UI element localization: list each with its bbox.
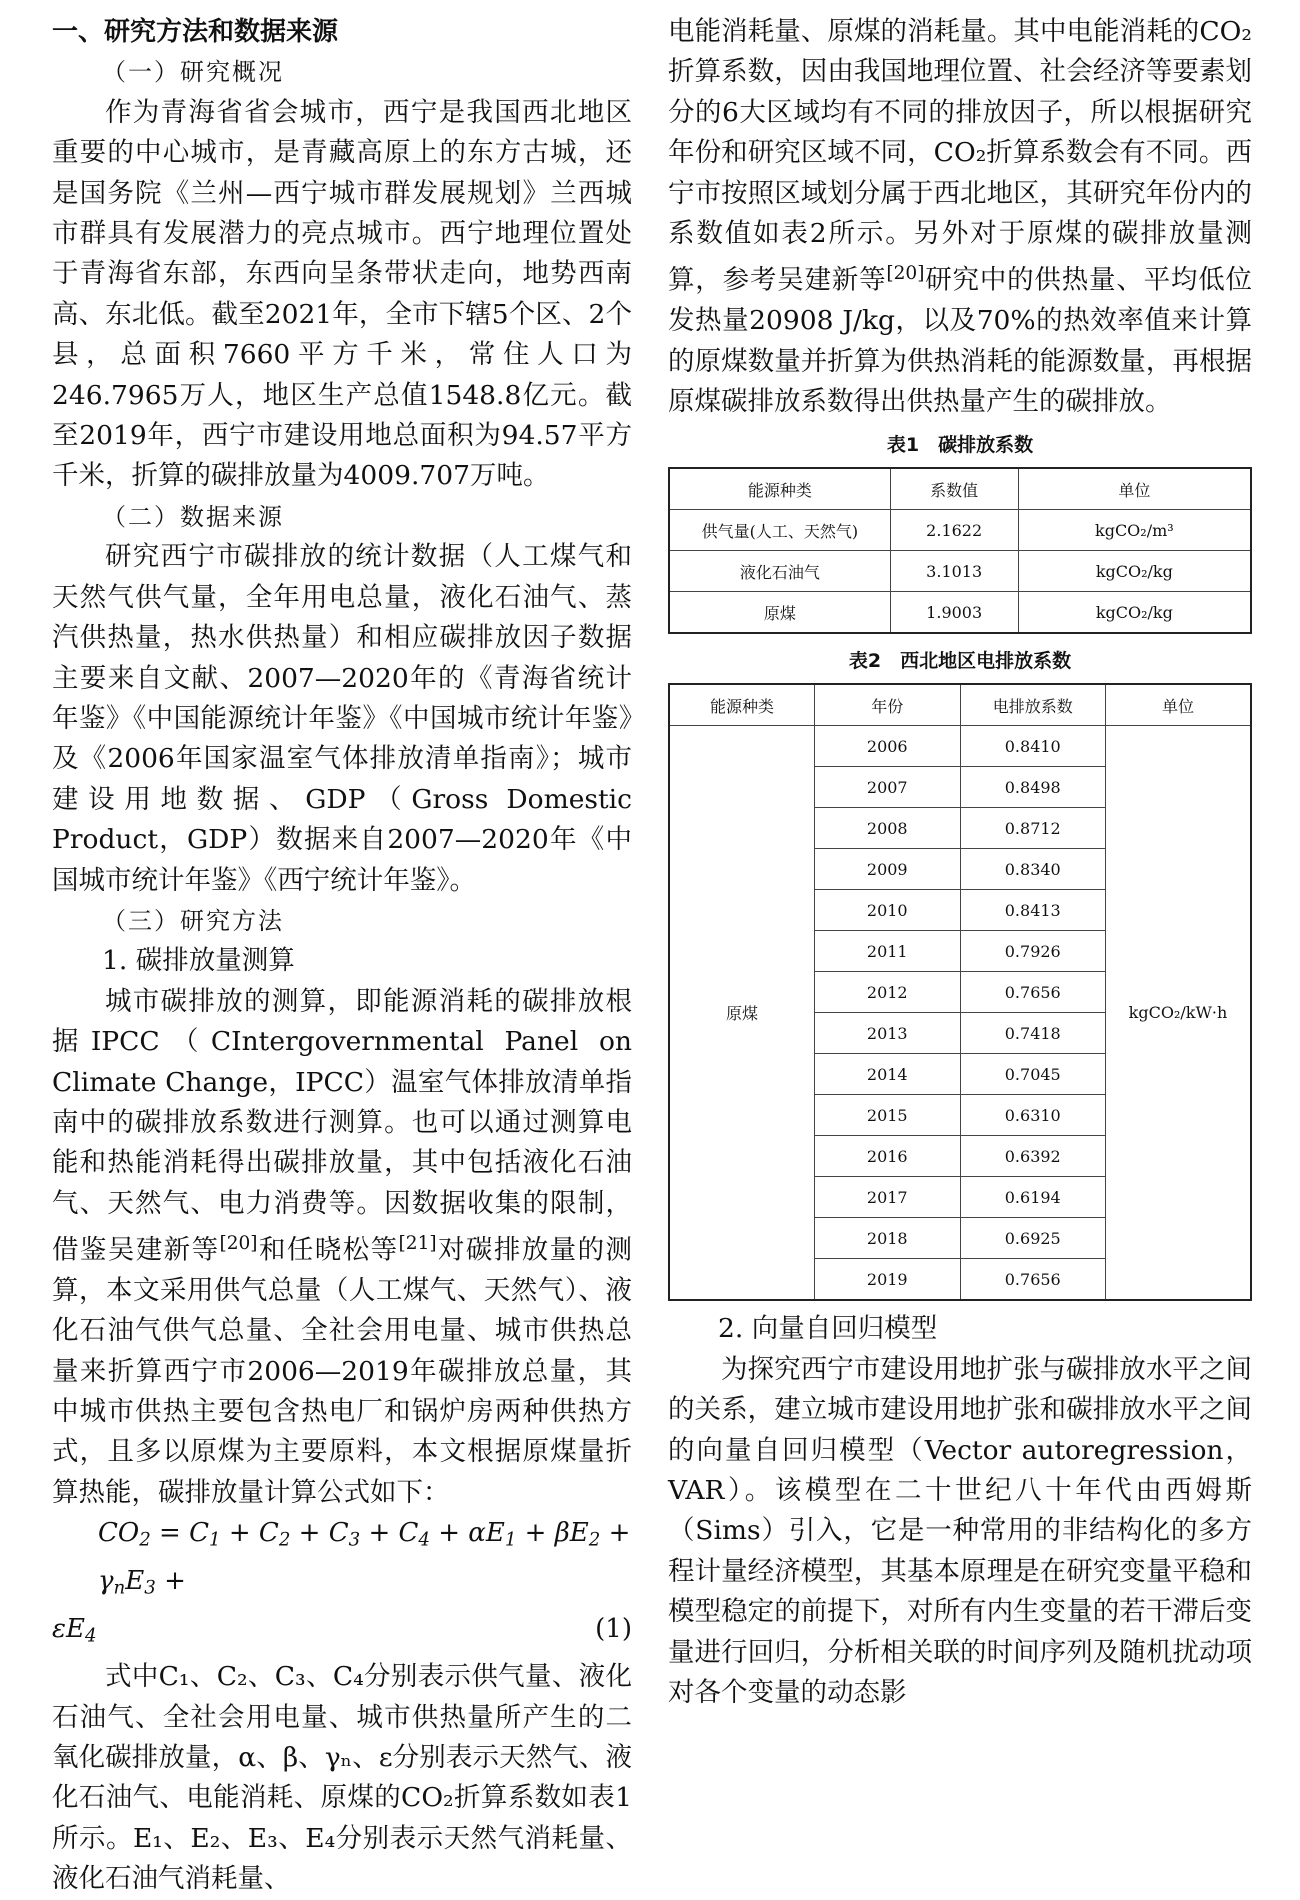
- table-cell: 1.9003: [890, 592, 1018, 634]
- carbon-calc-text-c: 对碳排放量的测算，本文采用供气总量（人工煤气、天然气）、液化石油气供气总量、全社会用电量、城市供热总量来折算西宁市2006—2019年碳排放总量，其中城市供热主要包含热电厂和锅炉房两种供热方式，且多以原煤为主要原料，本文根据原煤量折算热能，碳排放量计算公式如下：: [52, 1234, 633, 1508]
- table-cell: 3.1013: [890, 551, 1018, 592]
- table-cell: kgCO₂/kg: [1018, 551, 1251, 592]
- table2-header-row: [669, 684, 1251, 726]
- table-row: [669, 726, 1251, 767]
- unit-cell: kgCO₂/kW·h: [1106, 726, 1252, 1301]
- year-cell: 2018: [815, 1218, 961, 1259]
- table-cell: 供气量(人工、天然气): [669, 510, 890, 551]
- paragraph-carbon-calc: [52, 982, 632, 1514]
- coefficient-cell: 0.6310: [960, 1095, 1106, 1136]
- paragraph-overview: 作为青海省省会城市，西宁是我国西北地区重要的中心城市，是青藏高原上的东方古城，还是国务院《兰州—西宁城市群发展规划》兰西城市群具有发展潜力的亮点城市。西宁地理位置处于青海省东部，东西向呈条带状走向，地势西南高、东北低。截至2021年，全市下辖5个区、2个县，总面积7660平方千米，常住人口为246.7965万人，地区生产总值1548.8亿元。截至2019年，西宁市建设用地总面积为94.57平方千米，折算的碳排放量为4009.707万吨。: [52, 96, 632, 492]
- coefficients-text-b: 研究中的供热量、平均低位发热量20908 J/kg，以及70%的热效率值来计算的原煤数量并折算为供热消耗的能源数量，再根据原煤碳排放系数得出供热量产生的碳排放。: [668, 264, 1253, 417]
- carbon-calc-text-a: 城市碳排放的测算，即能源消耗的碳排放根据IPCC（CIntergovernmental Panel on Climate Change，IPCC）温室气体排放清单指南中的碳排放系数进行测算。也可以通过测算电能和热能消耗得出碳排放量，其中包括液化石油气、天然气、电力消费等。因数据收集的限制，借鉴吴建新等: [52, 985, 632, 1266]
- subsection-method: （三）研究方法: [102, 906, 284, 935]
- citation-20[interactable]: [20]: [219, 1233, 258, 1255]
- table-cell: 原煤: [669, 592, 890, 634]
- table-row: [669, 592, 1251, 634]
- coefficient-cell: 0.7926: [960, 931, 1106, 972]
- coefficient-cell: 0.6392: [960, 1136, 1106, 1177]
- year-cell: 2006: [815, 726, 961, 767]
- coefficient-cell: 0.7418: [960, 1013, 1106, 1054]
- coefficient-cell: 0.8498: [960, 767, 1106, 808]
- paragraph-coefficients: [668, 12, 1252, 422]
- paragraph-data-source: 研究西宁市碳排放的统计数据（人工煤气和天然气供气量，全年用电总量，液化石油气、蒸汽供热量，热水供热量）和相应碳排放因子数据主要来自文献、2007—2020年的《青海省统计年鉴》《中国能源统计年鉴》《中国城市统计年鉴》及《2006年国家温室气体排放清单指南》；城市建设用地数据、GDP（Gross Domestic Product，GDP）数据来自2007—2020年《中国城市统计年鉴》《西宁统计年鉴》。: [52, 541, 632, 896]
- year-cell: 2009: [815, 849, 961, 890]
- table2-header: 单位: [1106, 684, 1252, 726]
- year-cell: 2015: [815, 1095, 961, 1136]
- section-title: 一、研究方法和数据来源: [52, 17, 339, 47]
- year-cell: 2014: [815, 1054, 961, 1095]
- coefficient-cell: 0.8413: [960, 890, 1106, 931]
- year-cell: 2008: [815, 808, 961, 849]
- table2-header: 电排放系数: [960, 684, 1106, 726]
- year-cell: 2011: [815, 931, 961, 972]
- citation-21[interactable]: [21]: [398, 1233, 437, 1255]
- paragraph-var-model: 为探究西宁市建设用地扩张与碳排放水平之间的关系，建立城市建设用地扩张和碳排放水平之间的向量自回归模型（Vector autoregression，VAR）。该模型在二十世纪八十年代由西姆斯（Sims）引入，它是一种常用的非结构化的多方程计量经济模型，其基本原理是在研究变量平稳和模型稳定的前提下，对所有内生变量的若干滞后变量进行回归，分析相关联的时间序列及随机扰动项对各个变量的动态影: [668, 1353, 1252, 1708]
- table-carbon-coefficients: [668, 467, 1252, 634]
- subsection-data-source: （二）数据来源: [102, 502, 284, 531]
- year-cell: 2019: [815, 1259, 961, 1301]
- paragraph-formula-explanation: 式中C₁、C₂、C₃、C₄分别表示供气量、液化石油气、全社会用电量、城市供热量所产生的二氧化碳排放量，α、β、γₙ、ε分别表示天然气、液化石油气、电能消耗、原煤的CO₂折算系数如表1所示。E₁、E₂、E₃、E₄分别表示天然气消耗量、液化石油气消耗量、: [52, 1661, 632, 1895]
- table2-caption: 表2 西北地区电排放系数: [848, 650, 1072, 673]
- coefficient-cell: 0.8712: [960, 808, 1106, 849]
- coefficient-cell: 0.7045: [960, 1054, 1106, 1095]
- table-row: [669, 551, 1251, 592]
- table-cell: kgCO₂/m³: [1018, 510, 1251, 551]
- year-cell: 2013: [815, 1013, 961, 1054]
- table2-header: 年份: [815, 684, 961, 726]
- table1-header: 单位: [1018, 468, 1251, 510]
- table1-header: 系数值: [890, 468, 1018, 510]
- year-cell: 2012: [815, 972, 961, 1013]
- coefficient-cell: 0.7656: [960, 972, 1106, 1013]
- coefficients-text-a: 电能消耗量、原煤的消耗量。其中电能消耗的CO₂折算系数，因由我国地理位置、社会经济等要素划分的6大区域均有不同的排放因子，所以根据研究年份和研究区域不同，CO₂折算系数会有不同。西宁市按照区域划分属于西北地区，其研究年份内的系数值如表2所示。另外对于原煤的碳排放量测算，参考吴建新等: [668, 16, 1252, 296]
- table1-header: 能源种类: [669, 468, 890, 510]
- right-column: [668, 0, 1252, 1713]
- table-cell: 2.1622: [890, 510, 1018, 551]
- table-cell: 液化石油气: [669, 551, 890, 592]
- table1-caption: 表1 碳排放系数: [886, 434, 1034, 457]
- table2-header: 能源种类: [669, 684, 815, 726]
- table1-header-row: [669, 468, 1251, 510]
- heading-carbon-calc: 1. 碳排放量测算: [102, 945, 295, 977]
- subsection-overview: （一）研究概况: [102, 58, 284, 87]
- coefficient-cell: 0.7656: [960, 1259, 1106, 1301]
- left-column: [52, 0, 632, 1900]
- energy-type-cell: 原煤: [669, 726, 815, 1301]
- formula-number: (1): [595, 1614, 632, 1645]
- coefficient-cell: 0.8340: [960, 849, 1106, 890]
- table-row: [669, 510, 1251, 551]
- coefficient-cell: 0.6925: [960, 1218, 1106, 1259]
- citation-20-right[interactable]: [20]: [886, 263, 925, 285]
- coefficient-cell: 0.6194: [960, 1177, 1106, 1218]
- carbon-calc-text-b: 和任晓松等: [257, 1234, 399, 1266]
- table-northwest-electricity-coefficients: [668, 683, 1252, 1301]
- formula-1: $CO_2 = C_1 + C_2 + C_3 + C_4 + \alpha E_1 + \beta E_2 + \gamma_nE_3$ + $\varepsilon E_4$ (1): [52, 1513, 632, 1657]
- table2-body: [669, 726, 1251, 1301]
- year-cell: 2007: [815, 767, 961, 808]
- table-cell: kgCO₂/kg: [1018, 592, 1251, 634]
- coefficient-cell: 0.8410: [960, 726, 1106, 767]
- year-cell: 2017: [815, 1177, 961, 1218]
- year-cell: 2016: [815, 1136, 961, 1177]
- year-cell: 2010: [815, 890, 961, 931]
- heading-var-model: 2. 向量自回归模型: [718, 1313, 938, 1345]
